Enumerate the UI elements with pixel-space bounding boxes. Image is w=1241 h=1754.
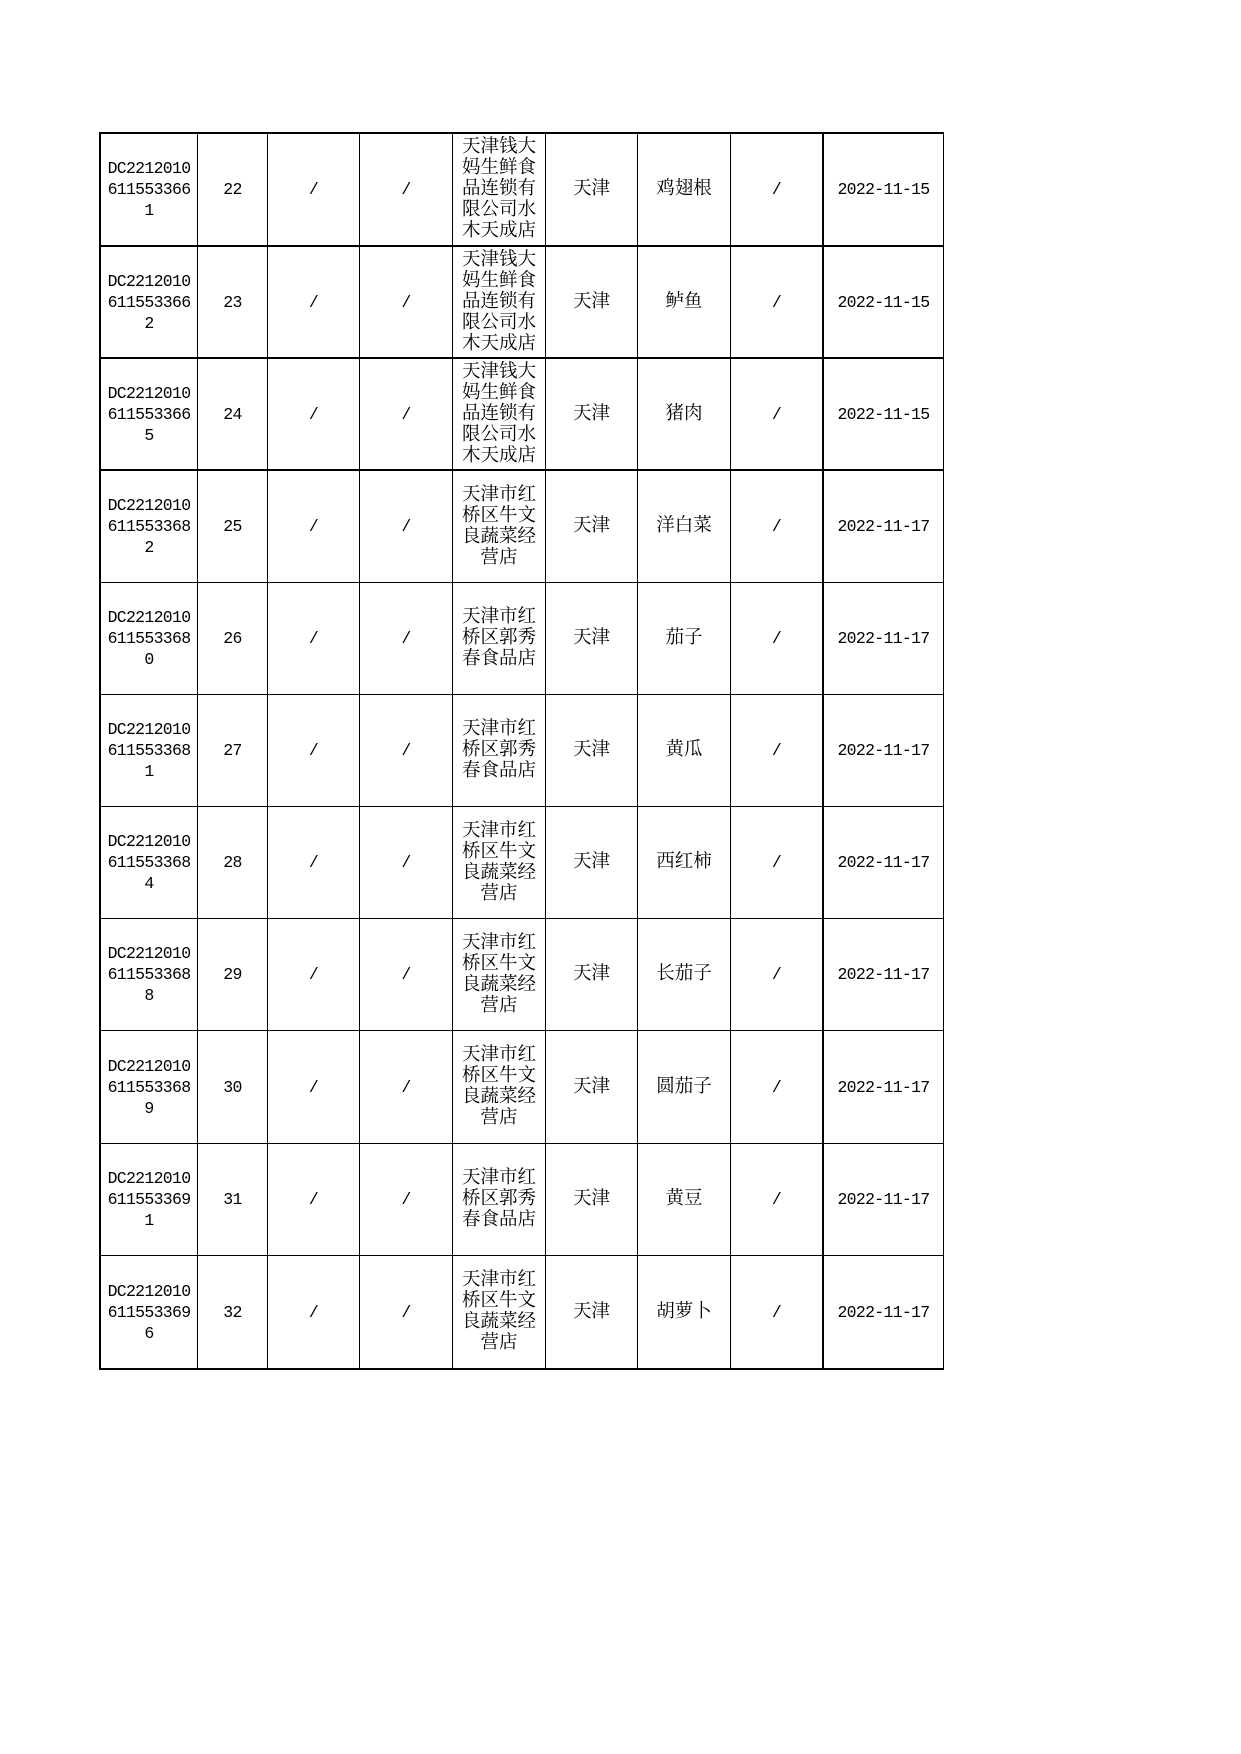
table-row	[101, 359, 944, 471]
row-number-cell	[198, 1256, 268, 1370]
slash-cell	[360, 359, 453, 471]
region-cell	[546, 807, 638, 919]
company-name-cell	[453, 359, 546, 471]
sample-code-text: DC22120106115533661	[107, 159, 191, 220]
date-cell	[824, 583, 944, 695]
slash-cell	[360, 1256, 453, 1370]
slash-text: /	[401, 965, 411, 984]
company-name-cell	[453, 247, 546, 359]
sample-code-text: DC22120106115533696	[107, 1281, 191, 1343]
slash-text: /	[771, 1077, 782, 1097]
company-name-cell	[453, 695, 546, 807]
sample-code-cell	[101, 1144, 198, 1256]
sample-code-text: DC22120106115533689	[107, 1056, 191, 1118]
slash-text: /	[308, 1302, 319, 1322]
table-row	[101, 807, 944, 919]
slash-text: /	[771, 517, 782, 536]
slash-cell	[360, 919, 453, 1031]
slash-cell	[731, 1256, 824, 1370]
region-text: 天津	[572, 1189, 610, 1209]
slash-text: /	[401, 1077, 411, 1097]
slash-cell	[731, 919, 824, 1031]
slash-cell	[268, 1256, 360, 1370]
food-name-text: 洋白菜	[656, 516, 712, 536]
sample-code-text: DC22120106115533688	[107, 944, 191, 1005]
food-name-cell	[638, 807, 731, 919]
row-number-cell	[198, 247, 268, 359]
row-number-text: 31	[223, 1190, 242, 1209]
row-number-text: 22	[223, 180, 242, 199]
slash-text: /	[401, 1302, 411, 1322]
table-row	[101, 134, 944, 247]
row-number-text: 29	[223, 965, 242, 984]
food-name-text: 鸡翅根	[656, 179, 712, 199]
slash-cell	[731, 695, 824, 807]
company-name-text: 天津市红桥区牛文良蔬菜经营店	[461, 820, 536, 904]
slash-text: /	[308, 292, 319, 312]
slash-text: /	[401, 629, 411, 648]
slash-text: /	[401, 180, 411, 199]
region-cell	[546, 919, 638, 1031]
region-cell	[546, 695, 638, 807]
region-text: 天津	[572, 740, 610, 760]
date-text: 2022-11-15	[837, 404, 930, 424]
sample-code-cell	[101, 134, 198, 247]
row-number-cell	[198, 583, 268, 695]
date-cell	[824, 695, 944, 807]
food-name-text: 胡萝卜	[656, 1301, 712, 1322]
company-name-cell	[453, 807, 546, 919]
slash-cell	[268, 695, 360, 807]
date-cell	[824, 1144, 944, 1256]
sample-code-cell	[101, 583, 198, 695]
company-name-text: 天津钱大妈生鲜食品连锁有限公司水木天成店	[461, 361, 536, 466]
company-name-cell	[453, 471, 546, 583]
slash-cell	[268, 919, 360, 1031]
row-number-cell	[198, 807, 268, 919]
date-cell	[824, 359, 944, 471]
slash-cell	[360, 583, 453, 695]
region-cell	[546, 134, 638, 247]
slash-cell	[731, 583, 824, 695]
region-cell	[546, 1256, 638, 1370]
region-cell	[546, 1144, 638, 1256]
sample-code-text: DC22120106115533680	[107, 608, 191, 669]
slash-text: /	[401, 292, 411, 312]
row-number-cell	[198, 471, 268, 583]
company-name-cell	[453, 583, 546, 695]
date-text: 2022-11-17	[837, 853, 930, 872]
company-name-text: 天津市红桥区郭秀春食品店	[461, 1168, 536, 1230]
row-number-cell	[198, 134, 268, 247]
sample-code-text: DC22120106115533691	[107, 1169, 191, 1230]
food-name-cell	[638, 471, 731, 583]
slash-text: /	[308, 180, 319, 199]
date-cell	[824, 471, 944, 583]
region-text: 天津	[572, 291, 610, 312]
slash-text: /	[308, 517, 319, 536]
food-name-cell	[638, 583, 731, 695]
date-cell	[824, 247, 944, 359]
slash-text: /	[771, 965, 782, 984]
slash-text: /	[401, 404, 411, 424]
company-name-text: 天津市红桥区牛文良蔬菜经营店	[461, 932, 536, 1016]
slash-cell	[268, 247, 360, 359]
row-number-text: 27	[223, 741, 242, 760]
table-row	[101, 471, 944, 583]
sample-code-cell	[101, 919, 198, 1031]
table-row	[101, 1144, 944, 1256]
date-cell	[824, 134, 944, 247]
results-table	[99, 132, 944, 1370]
row-number-cell	[198, 695, 268, 807]
slash-text: /	[401, 853, 411, 872]
food-name-text: 猪肉	[665, 403, 703, 424]
company-name-text: 天津市红桥区牛文良蔬菜经营店	[461, 1045, 536, 1128]
row-number-cell	[198, 1031, 268, 1144]
company-name-cell	[453, 134, 546, 247]
table-row	[101, 695, 944, 807]
slash-cell	[731, 359, 824, 471]
date-cell	[824, 919, 944, 1031]
food-name-cell	[638, 359, 731, 471]
food-name-cell	[638, 695, 731, 807]
company-name-text: 天津市红桥区牛文良蔬菜经营店	[461, 1270, 536, 1353]
food-name-cell	[638, 134, 731, 247]
date-cell	[824, 1256, 944, 1370]
sample-code-cell	[101, 247, 198, 359]
row-number-cell	[198, 359, 268, 471]
food-name-text: 圆茄子	[656, 1076, 712, 1097]
row-number-text: 32	[223, 1302, 242, 1322]
slash-cell	[360, 1144, 453, 1256]
region-text: 天津	[572, 1301, 610, 1322]
sample-code-text: DC22120106115533682	[107, 496, 191, 557]
slash-text: /	[308, 853, 319, 872]
slash-cell	[268, 134, 360, 247]
slash-text: /	[771, 292, 782, 312]
sample-code-text: DC22120106115533665	[107, 383, 191, 445]
company-name-text: 天津市红桥区牛文良蔬菜经营店	[461, 484, 536, 568]
slash-cell	[731, 807, 824, 919]
food-name-text: 长茄子	[656, 964, 712, 984]
slash-cell	[731, 1031, 824, 1144]
region-cell	[546, 1031, 638, 1144]
company-name-cell	[453, 919, 546, 1031]
table-row	[101, 919, 944, 1031]
sample-code-cell	[101, 695, 198, 807]
region-cell	[546, 247, 638, 359]
table-row	[101, 1031, 944, 1144]
slash-text: /	[771, 853, 782, 872]
slash-cell	[268, 1031, 360, 1144]
company-name-cell	[453, 1256, 546, 1370]
date-cell	[824, 807, 944, 919]
company-name-cell	[453, 1144, 546, 1256]
slash-cell	[268, 471, 360, 583]
company-name-text: 天津市红桥区郭秀春食品店	[461, 719, 536, 781]
slash-cell	[360, 247, 453, 359]
date-text: 2022-11-15	[837, 180, 930, 199]
slash-text: /	[771, 629, 782, 648]
slash-cell	[360, 134, 453, 247]
sample-code-cell	[101, 807, 198, 919]
sample-code-text: DC22120106115533662	[107, 271, 191, 333]
table-row	[101, 583, 944, 695]
region-cell	[546, 359, 638, 471]
slash-cell	[268, 1144, 360, 1256]
row-number-text: 24	[223, 404, 242, 424]
table-row	[101, 247, 944, 359]
region-text: 天津	[572, 516, 610, 536]
slash-cell	[731, 247, 824, 359]
date-text: 2022-11-17	[837, 1077, 930, 1097]
row-number-text: 30	[223, 1077, 242, 1097]
slash-text: /	[771, 1190, 782, 1209]
region-text: 天津	[572, 628, 610, 648]
slash-cell	[360, 807, 453, 919]
row-number-text: 25	[223, 517, 242, 536]
slash-cell	[268, 359, 360, 471]
slash-cell	[731, 134, 824, 247]
slash-text: /	[308, 404, 319, 424]
table-row	[101, 1256, 944, 1370]
slash-text: /	[771, 180, 782, 199]
sample-code-cell	[101, 1031, 198, 1144]
slash-cell	[268, 583, 360, 695]
company-name-text: 天津钱大妈生鲜食品连锁有限公司水木天成店	[461, 249, 536, 354]
row-number-cell	[198, 1144, 268, 1256]
company-name-cell	[453, 1031, 546, 1144]
food-name-cell	[638, 919, 731, 1031]
food-name-text: 黄豆	[665, 1189, 703, 1209]
slash-text: /	[308, 1077, 319, 1097]
sample-code-cell	[101, 471, 198, 583]
sample-code-cell	[101, 359, 198, 471]
slash-cell	[268, 807, 360, 919]
slash-text: /	[401, 1190, 411, 1209]
date-text: 2022-11-17	[837, 1190, 930, 1209]
slash-text: /	[401, 741, 411, 760]
date-text: 2022-11-15	[837, 292, 930, 312]
food-name-cell	[638, 1144, 731, 1256]
food-name-text: 西红柿	[656, 852, 712, 872]
sample-code-cell	[101, 1256, 198, 1370]
region-text: 天津	[572, 964, 610, 984]
food-name-text: 鲈鱼	[665, 291, 703, 312]
slash-cell	[731, 1144, 824, 1256]
date-cell	[824, 1031, 944, 1144]
company-name-text: 天津钱大妈生鲜食品连锁有限公司水木天成店	[461, 137, 536, 241]
date-text: 2022-11-17	[837, 965, 930, 984]
slash-cell	[360, 695, 453, 807]
sample-code-text: DC22120106115533681	[107, 720, 191, 781]
row-number-text: 26	[223, 629, 242, 648]
slash-cell	[360, 471, 453, 583]
food-name-text: 黄瓜	[665, 740, 703, 760]
food-name-cell	[638, 247, 731, 359]
food-name-cell	[638, 1256, 731, 1370]
region-text: 天津	[572, 1076, 610, 1097]
row-number-text: 28	[223, 853, 242, 872]
region-text: 天津	[572, 179, 610, 199]
slash-text: /	[308, 965, 319, 984]
region-cell	[546, 583, 638, 695]
food-name-text: 茄子	[665, 628, 703, 648]
region-text: 天津	[572, 852, 610, 872]
region-text: 天津	[572, 403, 610, 424]
sample-code-text: DC22120106115533684	[107, 832, 191, 893]
slash-text: /	[308, 629, 319, 648]
slash-text: /	[771, 1302, 782, 1322]
food-name-cell	[638, 1031, 731, 1144]
slash-text: /	[771, 741, 782, 760]
slash-cell	[360, 1031, 453, 1144]
region-cell	[546, 471, 638, 583]
date-text: 2022-11-17	[837, 517, 930, 536]
date-text: 2022-11-17	[837, 1302, 930, 1322]
slash-text: /	[771, 404, 782, 424]
row-number-cell	[198, 919, 268, 1031]
row-number-text: 23	[223, 292, 242, 312]
slash-text: /	[308, 741, 319, 760]
slash-text: /	[308, 1190, 319, 1209]
date-text: 2022-11-17	[837, 629, 930, 648]
slash-cell	[731, 471, 824, 583]
slash-text: /	[401, 517, 411, 536]
company-name-text: 天津市红桥区郭秀春食品店	[461, 607, 536, 669]
date-text: 2022-11-17	[837, 741, 930, 760]
